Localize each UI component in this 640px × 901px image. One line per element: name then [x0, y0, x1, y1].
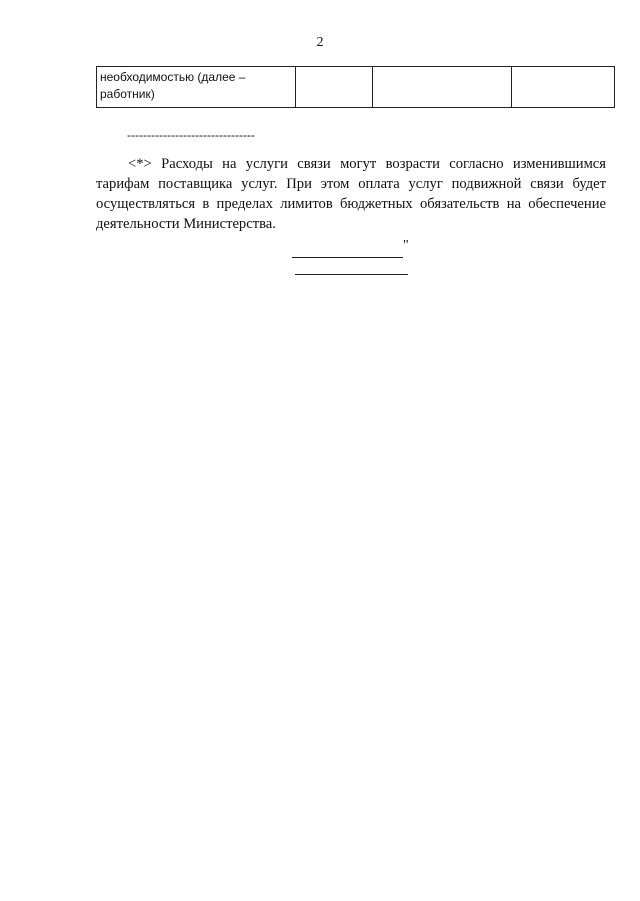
table-cell-3 [373, 67, 512, 108]
end-line [295, 274, 408, 275]
table-cell-4 [512, 67, 615, 108]
footnote-separator: -------------------------------- [127, 128, 255, 142]
signature-line [292, 257, 403, 258]
closing-quote-mark: " [403, 238, 409, 253]
table-cell-description: необходимостью (далее – работник) [97, 67, 296, 108]
page-number: 2 [316, 35, 324, 50]
footnote-text: <*> Расходы на услуги связи могут возрасти согласно изменившимся тарифам поставщика услуг. При этом оплата услуг подвижной связи будет осуществляться в пределах лимитов бюджетных обязательств на обеспечение деятельности Министерства. [96, 156, 606, 232]
table-row [97, 67, 615, 108]
continuation-table [96, 66, 615, 108]
table-cell-2 [296, 67, 373, 108]
